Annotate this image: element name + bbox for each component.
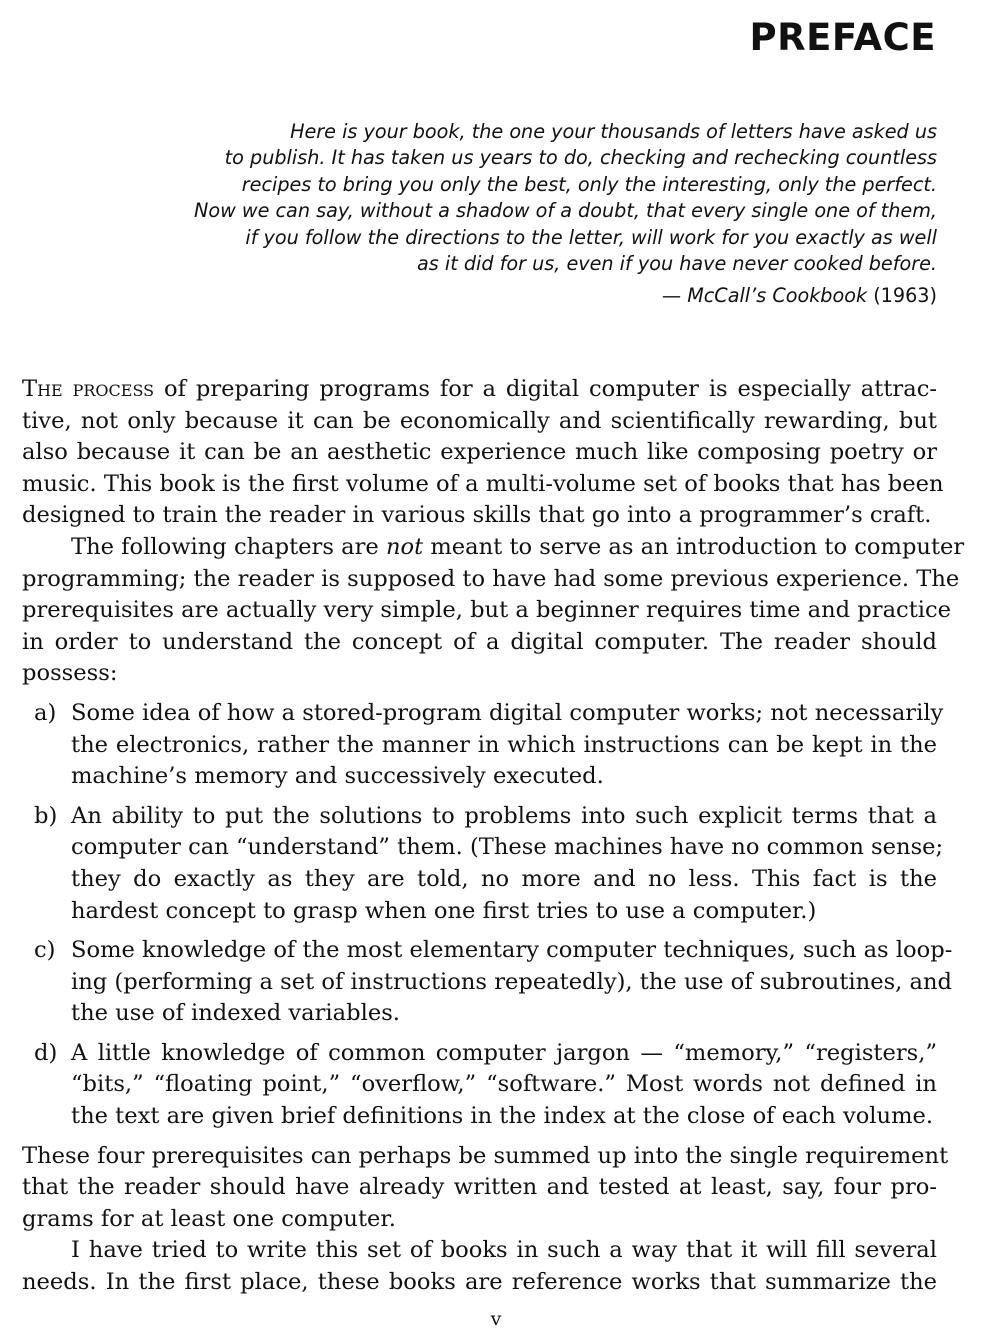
paragraph-line: prerequisites are actually very simple, but a beginner requires time and practice: [22, 597, 952, 624]
epigraph-line: if you follow the directions to the letter, will work for you exactly as well: [245, 225, 937, 249]
paragraph-1: [22, 374, 944, 532]
paragraph-line: needs. In the first place, these books are reference works that summarize the: [22, 1269, 937, 1296]
list-item-line: hardest concept to grasp when one first tries to use a computer.): [71, 897, 817, 924]
attribution-year: (1963): [873, 284, 937, 308]
list-item-line: An ability to put the solutions to problems into such explicit terms that a: [71, 802, 937, 829]
list-item-line: Some idea of how a stored-program digital computer works; not necessarily: [71, 699, 944, 726]
list-item-line: ing (performing a set of instructions repeatedly), the use of subroutines, and: [71, 968, 953, 995]
page-number: v: [490, 1308, 502, 1330]
lead-smallcaps: he process: [37, 376, 155, 402]
list-item-line: the use of indexed variables.: [71, 1000, 400, 1027]
paragraph-line: in order to understand the concept of a digital computer. The reader should: [22, 628, 937, 655]
paragraph-line: also because it can be an aesthetic experience much like composing poetry or: [22, 439, 937, 466]
paragraph-line: grams for at least one computer.: [22, 1205, 396, 1232]
epigraph-attribution: [80, 283, 937, 309]
list-item-line: “bits,” “floating point,” “overflow,” “software.” Most words not defined in: [71, 1071, 937, 1098]
list-marker: a): [34, 699, 57, 726]
preface-body: [22, 374, 965, 1299]
attribution-source: McCall’s Cookbook: [687, 284, 868, 308]
lead-rest: of preparing programs for a digital computer is especially attrac-: [154, 376, 937, 402]
epigraph-line: to publish. It has taken us years to do, checking and rechecking countless: [224, 146, 937, 170]
page-title: PREFACE: [749, 16, 936, 59]
paragraph-line: that the reader should have already written and tested at least, say, four pro-: [22, 1174, 937, 1201]
text-run: The following chapters are: [71, 533, 386, 560]
list-item-line: A little knowledge of common computer jargon — “memory,” “registers,”: [71, 1039, 937, 1066]
paragraph-line: programming; the reader is supposed to have had some previous experience. The: [22, 565, 960, 592]
paragraph-line: I have tried to write this set of books in such a way that it will fill several: [71, 1237, 937, 1264]
list-item: [22, 1038, 937, 1133]
list-marker: d): [34, 1039, 58, 1066]
emphasis: not: [385, 533, 424, 560]
list-item-line: machine’s memory and successively executed.: [71, 763, 604, 790]
epigraph-line: Here is your book, the one your thousands of letters have asked us: [290, 120, 937, 143]
list-item: [22, 801, 944, 927]
paragraph-line: These four prerequisites can perhaps be summed up into the single requirement: [22, 1142, 949, 1169]
epigraph-line: as it did for us, even if you have never cooked before.: [417, 252, 937, 276]
paragraph-3: [22, 1141, 949, 1236]
paragraph-line: designed to train the reader in various skills that go into a programmer’s craft.: [22, 502, 932, 529]
attribution-dash: —: [661, 284, 682, 308]
text-run: meant to serve as an introduction to computer: [423, 533, 965, 560]
list-item-line: they do exactly as they are told, no more and no less. This fact is the: [71, 865, 937, 892]
epigraph-line: recipes to bring you only the best, only the interesting, only the perfect.: [241, 172, 937, 196]
list-item-line: the text are given brief definitions in the index at the close of each volume.: [71, 1103, 934, 1130]
list-marker: c): [34, 937, 56, 964]
list-marker: b): [34, 802, 58, 829]
list-item-line: the electronics, rather the manner in which instructions can be kept in the: [71, 731, 937, 758]
list-item: [22, 698, 944, 793]
epigraph: [80, 119, 937, 310]
paragraph-line: tive, not only because it can be economically and scientifically rewarding, but: [22, 407, 937, 434]
paragraph-line: music. This book is the first volume of a multi-volume set of books that has been: [22, 470, 944, 497]
paragraph-line: possess:: [22, 660, 118, 687]
paragraph-line: [22, 374, 937, 406]
list-item: [22, 935, 953, 1030]
list-item-line: Some knowledge of the most elementary computer techniques, such as loop-: [71, 937, 953, 964]
lead-cap: T: [22, 376, 38, 402]
prerequisite-list: [22, 698, 953, 1133]
paragraph-4: [22, 1235, 937, 1298]
epigraph-line: Now we can say, without a shadow of a doubt, that every single one of them,: [194, 199, 937, 223]
list-item-line: computer can “understand” them. (These machines have no common sense;: [71, 834, 944, 861]
paragraph-2: [22, 532, 965, 690]
paragraph-line: [22, 532, 965, 564]
